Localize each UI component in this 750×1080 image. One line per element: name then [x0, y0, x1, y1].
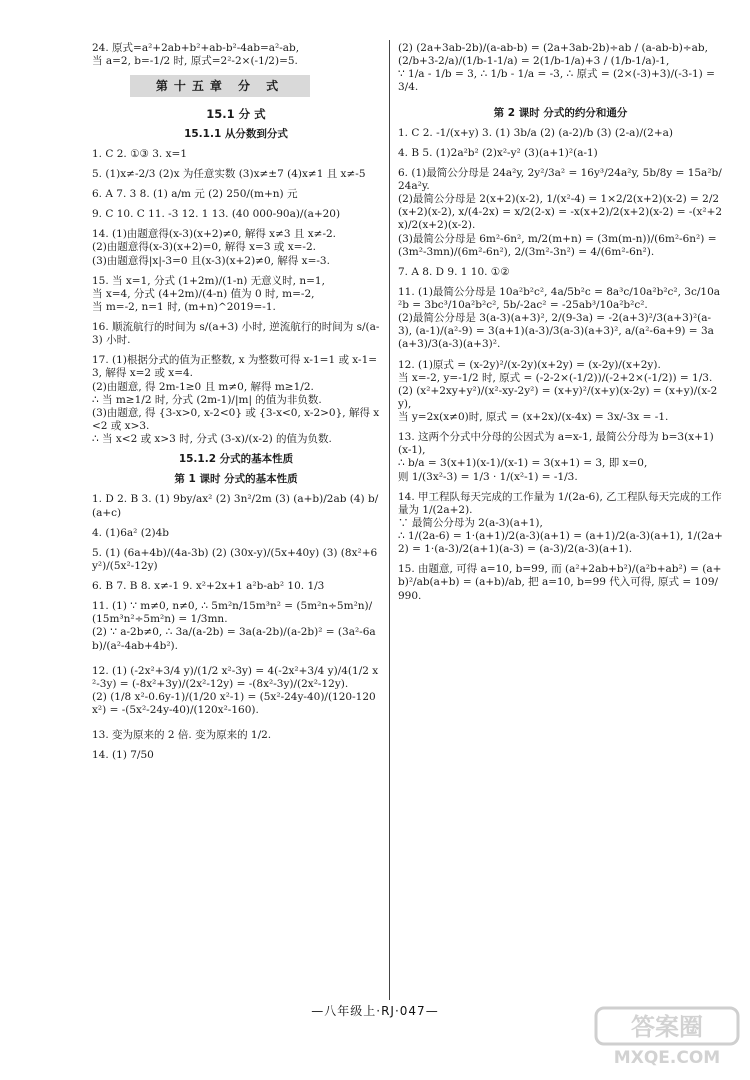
lesson1-answer-13: 13. 变为原来的 2 倍. 变为原来的 1/2. — [92, 729, 272, 742]
answers-6-8: 6. A 7. 3 8. (1) a/m 元 (2) 250/(m+n) 元 — [92, 188, 298, 200]
lesson1-answer-12: 12. (1) (-2x²+3/4 y)/(1/2 x²-3y) = 4(-2x²+3/4 y)/4(1/2 x²-3y) = (-8x²+3y)/(2x²-12y) = -(8x²-3y)/(2x²-12y). (2) (1/8 x²-0.6y-1)/(1/20 x²-1) = (5x²-24y-40)/(120-120x²) = -(5x²-24y-40)/(120x²-160). — [92, 664, 379, 716]
answers-1-4: 1. C 2. ①③ 3. x=1 — [92, 147, 188, 160]
left-column — [92, 42, 380, 769]
lesson2-answers-4-5: 4. B 5. (1)2a²b² (2)x²-y² (3)(a+1)²(a-1) — [398, 146, 598, 159]
lesson1-answer-4: 4. (1)6a² (2)4b — [92, 526, 169, 539]
subsection-title-15-1-2: 15.1.2 分式的基本性质 — [178, 453, 294, 466]
answer-14: 14. (1)由题意得(x-3)(x+2)≠0, 解得 x≠3 且 x≠-2. (2)由题意得(x-3)(x+2)=0, 解得 x=3 或 x=-2. (3)由题意得|x|-3=0 且(x-3)(x+2)≠0, 解得 x=-3. — [92, 228, 337, 267]
column-divider — [389, 40, 390, 1000]
lesson-title-1: 第 1 课时 分式的基本性质 — [174, 473, 298, 486]
chapter-title: 第十五章 分 式 — [130, 75, 310, 97]
answers-9-13: 9. C 10. C 11. -3 12. 1 13. (40 000-90a)/(a+20) — [92, 208, 341, 221]
lesson-title-2: 第 2 课时 分式的约分和通分 — [493, 106, 628, 119]
lesson1-answers-6-10: 6. B 7. B 8. x≠-1 9. x²+2x+1 a²b-ab² 10. 1/3 — [92, 580, 325, 592]
lesson2-answer-15: 15. 由题意, 可得 a=10, b=99, 而 (a²+2ab+b²)/(a²b+ab²) = (a+b)²/ab(a+b) = (a+b)/ab, 把 a=10, b=99 代入可得, 原式 = 109/990. — [398, 563, 722, 602]
subsection-title-15-1-1: 15.1.1 从分数到分式 — [184, 127, 288, 140]
lesson1-answer-11: 11. (1) ∵ m≠0, n≠0, ∴ 5m²n/15m³n² = (5m²n÷5m²n)/(15m³n²÷5m²n) = 1/3mn. (2) ∵ a-2b≠0, ∴ 3a/(a-2b) = 3a(a-2b)/(a-2b)² = (3a²-6ab)/(a²-4ab+4b²). — [92, 600, 376, 652]
watermark-bottom: MXQE.COM — [613, 1048, 721, 1068]
right-column — [398, 42, 723, 610]
watermark-top: 答案圈 — [631, 1013, 703, 1041]
lesson2-answers-7-10: 7. A 8. D 9. 1 10. ①② — [398, 265, 510, 278]
answer-15: 15. 当 x=1, 分式 (1+2m)/(1-n) 无意义时, n=1, 当 x=4, 分式 (4+2m)/(4-n) 值为 0 时, m=-2, 当 m=-2, n=1 时, (m+n)^2019=-1. — [92, 274, 325, 313]
lesson2-answer-13: 13. 这两个分式中分母的公因式为 a=x-1, 最简公分母为 b=3(x+1)(x-1), ∴ b/a = 3(x+1)(x-1)/(x-1) = 3(x+1) = 3, 即 x=0, 则 1/(3x²-3) = 1/3 · 1/(x²-1) = -1/3. — [398, 431, 714, 483]
answer-16: 16. 顺流航行的时间为 s/(a+3) 小时, 逆流航行的时间为 s/(a-3) 小时. — [92, 321, 380, 347]
lesson2-answer-6: 6. (1)最简公分母是 24a²y, 2y²/3a² = 16y³/24a²y, 5b/8y = 15a²b/24a²y. (2)最简公分母是 2(x+2)(x-2), 1/(x²-4) = 1×2/2(x+2)(x-2) = 2/2(x+2)(x-2), x/(4-2x) = x/2(2-x) = -x(x+2)/2(x+2)(x-2) = -(x²+2x)/2(x+2)(x-2). (3)最简公分母是 6m²-6n², m/2(m+n) = (3m(m-n))/(6m²-6n²) = (3m²-3mn)/(6m²-6n²), 2/(3m²-3n²) = 4/(6m²-6n²). — [398, 166, 723, 258]
answer-17: 17. (1)根据分式的值为正整数, x 为整数可得 x-1=1 或 x-1=3, 解得 x=2 或 x=4. (2)由题意, 得 2m-1≥0 且 m≠0, 解得 m≥1/2. ∴ 当 m≥1/2 时, 分式 (2m-1)/|m| 的值为非负数. (3)由题意, 得 {3-x>0, x-2<0} 或 {3-x<0, x-2>0}, 解得 x<2 或 x>3. ∴ 当 x<2 或 x>3 时, 分式 (3-x)/(x-2) 的值为负数. — [92, 354, 380, 445]
lesson2-answer-14: 14. 甲工程队每天完成的工作量为 1/(2a-6), 乙工程队每天完成的工作量为 1/(2a+2). ∵ 最简公分母为 2(a-3)(a+1), ∴ 1/(2a-6) = 1·(a+1)/2(a-3)(a+1) = (a+1)/2(a-3)(a+1), 1/(2a+2) = 1·(a-3)/2(a+1)(a-3) = (a-3)/2(a-3)(a+1). — [398, 490, 723, 556]
page-footer: —八年级上·RJ·047— — [311, 1004, 439, 1018]
lesson2-answers-1-3: 1. C 2. -1/(x+y) 3. (1) 3b/a (2) (a-2)/b (3) (2-a)/(2+a) — [398, 126, 673, 139]
lesson2-answer-11: 11. (1)最简公分母是 10a²b²c², 4a/5b²c = 8a³c/10a²b²c², 3c/10a²b = 3bc³/10a²b²c², 5b/-2ac² = -25ab³/10a²b²c². (2)最简公分母是 3(a-3)(a+3)², 2/(9-3a) = -2(a+3)²/3(a+3)²(a-3), (a-1)/(a²-9) = 3(a+1)(a-3)/3(a-3)(a+3)², a/(a²-6a+9) = 3a(a+3)/3(a-3)(a+3)². — [398, 285, 721, 351]
lesson2-answer-12: 12. (1)原式 = (x-2y)²/(x-2y)(x+2y) = (x-2y)/(x+2y). 当 x=-2, y=-1/2 时, 原式 = (-2-2×(-1/2))/(-2+2×(-1/2)) = 1/3. (2) (x²+2xy+y²)/(x²-xy-2y²) = (x+y)²/(x+y)(x-2y) = (x+y)/(x-2y), 当 y=2x(x≠0)时, 原式 = (x+2x)/(x-4x) = 3x/-3x = -1. — [398, 358, 718, 423]
lesson1-answers-1-3: 1. D 2. B 3. (1) 9by/ax² (2) 3n²/2m (3) (a+b)/2ab (4) b/(a+c) — [92, 493, 379, 519]
answer-24: 24. 原式=a²+2ab+b²+ab-b²-4ab=a²-ab, 当 a=2, b=-1/2 时, 原式=2²-2×(-1/2)=5. — [92, 42, 300, 68]
section-title-15-1: 15.1 分 式 — [206, 107, 266, 122]
lesson1-answer-5: 5. (1) (6a+4b)/(4a-3b) (2) (30x-y)/(5x+40y) (3) (8x²+6y²)/(5x²-12y) — [92, 546, 378, 572]
answer-continued-2: (2) (2a+3ab-2b)/(a-ab-b) = (2a+3ab-2b)÷ab / (a-ab-b)÷ab, (2/b+3-2/a)/(1/b-1-1/a) = 2(1/b-1/a)+3 / (1/b-1/a)-1, ∵ 1/a - 1/b = 3, ∴ 1/b - 1/a = -3, ∴ 原式 = (2×(-3)+3)/(-3-1) = 3/4. — [398, 42, 715, 94]
answer-5: 5. (1)x≠-2/3 (2)x 为任意实数 (3)x≠±7 (4)x≠1 且 x≠-5 — [92, 167, 366, 180]
watermark-logo — [592, 1006, 742, 1068]
lesson1-answer-14: 14. (1) 7/50 — [92, 749, 154, 762]
